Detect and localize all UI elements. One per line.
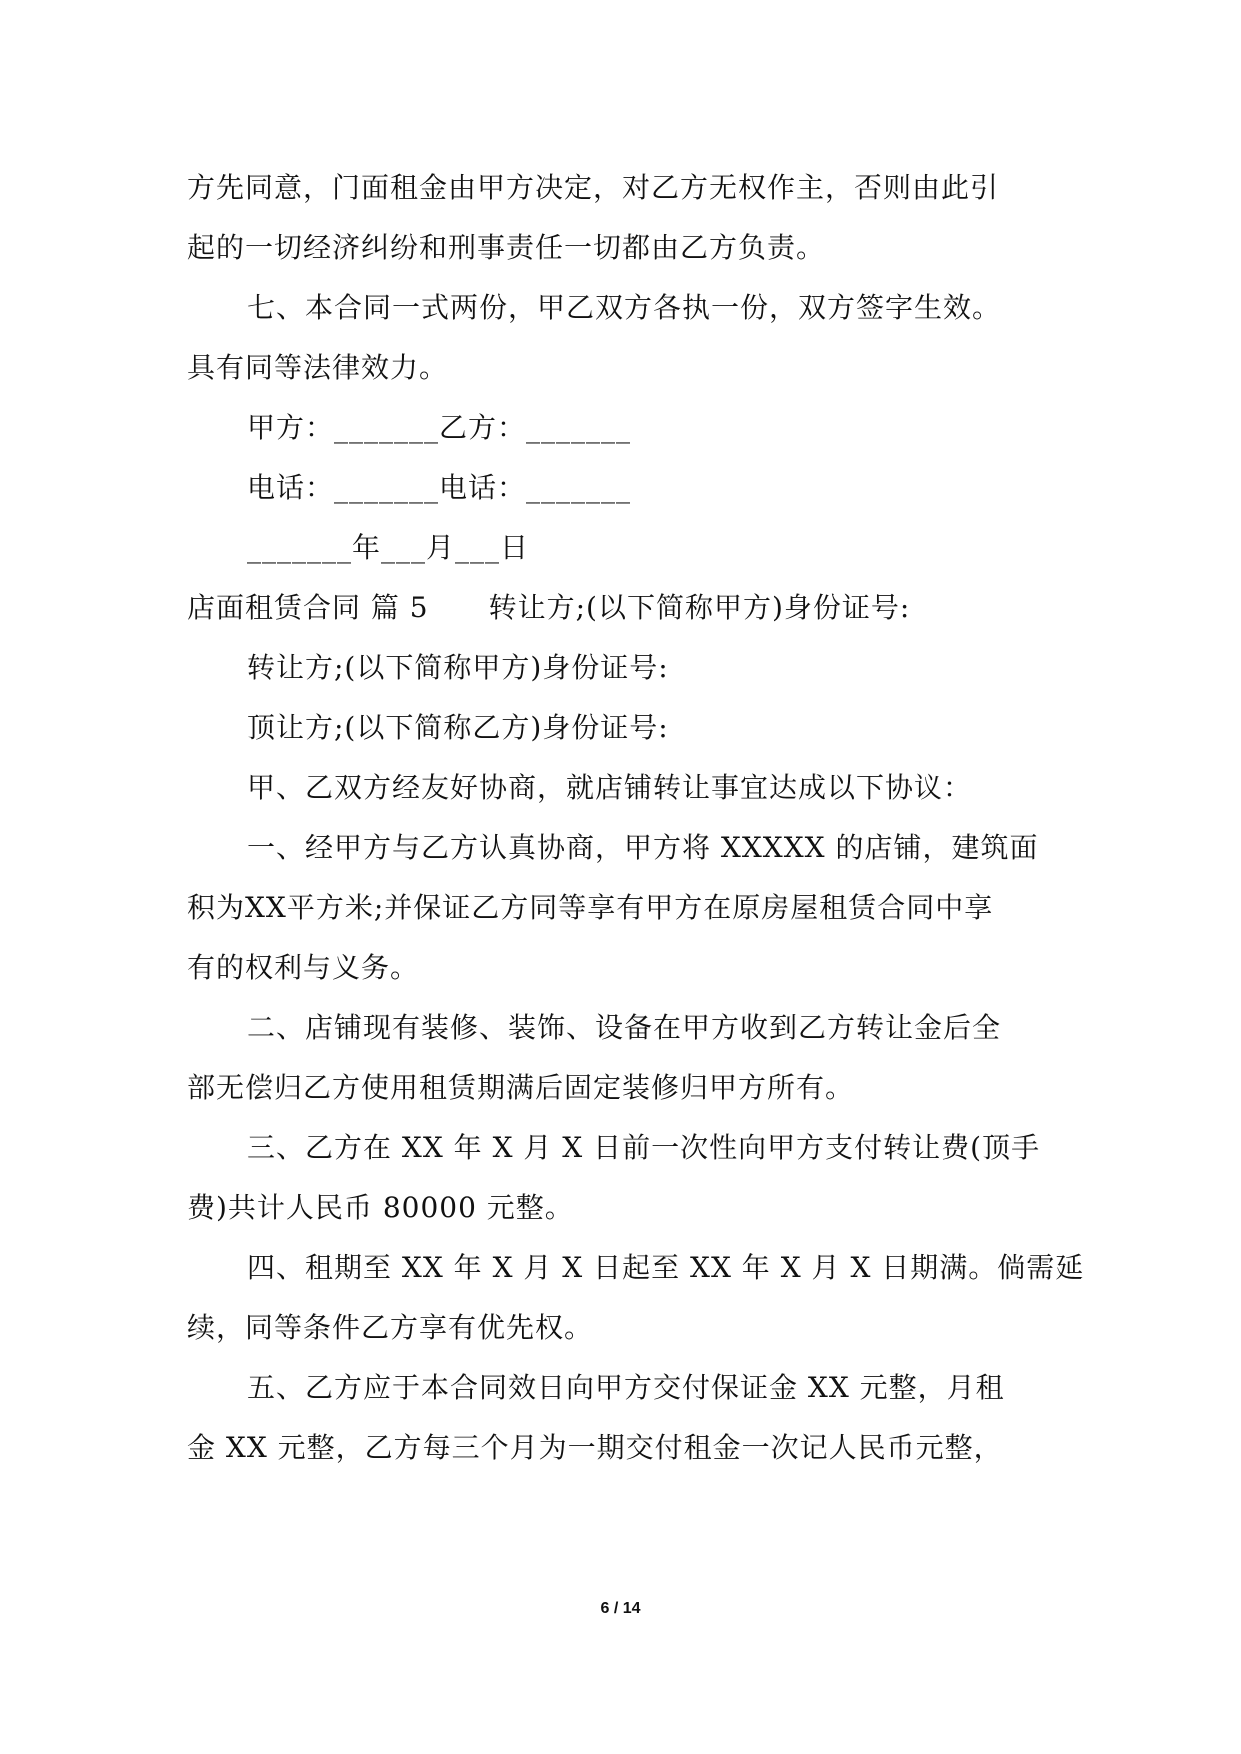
paragraph-line: 部无偿归乙方使用租赁期满后固定装修归甲方所有。 <box>187 1071 855 1104</box>
paragraph-line: 五、乙方应于本合同效日向甲方交付保证金 XX 元整，月租 <box>247 1371 1005 1404</box>
section-title: 店面租赁合同 篇 5 <box>187 591 429 624</box>
paragraph-line: 费)共计人民币 80000 元整。 <box>187 1191 574 1224</box>
signature-line-party: 甲方：_______乙方：_______ <box>247 411 632 444</box>
signature-line-date: _______年___月___日 <box>247 531 530 564</box>
paragraph-line: 起的一切经济纠纷和刑事责任一切都由乙方负责。 <box>187 231 826 264</box>
signature-line-phone: 电话：_______电话：_______ <box>247 471 632 504</box>
paragraph-line: 有的权利与义务。 <box>187 951 420 984</box>
document-body <box>187 158 1085 1478</box>
paragraph-line: 甲、乙双方经友好协商，就店铺转让事宜达成以下协议： <box>247 771 973 804</box>
paragraph-line: 顶让方;(以下简称乙方)身份证号: <box>247 711 669 744</box>
paragraph-line: 三、乙方在 XX 年 X 月 X 日前一次性向甲方支付转让费(顶手 <box>247 1131 1041 1164</box>
page-number: 6 / 14 <box>600 1600 641 1617</box>
paragraph-line: 续，同等条件乙方享有优先权。 <box>187 1311 594 1344</box>
paragraph-line: 具有同等法律效力。 <box>187 351 449 384</box>
paragraph-line: 方先同意，门面租金由甲方决定，对乙方无权作主，否则由此引 <box>187 171 1000 204</box>
paragraph-line: 七、本合同一式两份，甲乙双方各执一份，双方签字生效。 <box>247 291 1002 324</box>
paragraph-line: 一、经甲方与乙方认真协商，甲方将 XXXXX 的店铺，建筑面 <box>247 831 1039 864</box>
paragraph-line: 金 XX 元整，乙方每三个月为一期交付租金一次记人民币元整， <box>187 1431 1003 1464</box>
section-heading-text: 转让方;(以下简称甲方)身份证号: <box>488 591 911 624</box>
section-heading <box>187 578 1067 638</box>
paragraph-line: 积为XX平方米;并保证乙方同等享有甲方在原房屋租赁合同中享 <box>187 891 994 924</box>
paragraph-line: 转让方;(以下简称甲方)身份证号: <box>247 651 669 684</box>
paragraph-line: 四、租期至 XX 年 X 月 X 日起至 XX 年 X 月 X 日期满。倘需延 <box>247 1251 1085 1284</box>
paragraph-line: 二、店铺现有装修、装饰、设备在甲方收到乙方转让金后全 <box>247 1011 1002 1044</box>
